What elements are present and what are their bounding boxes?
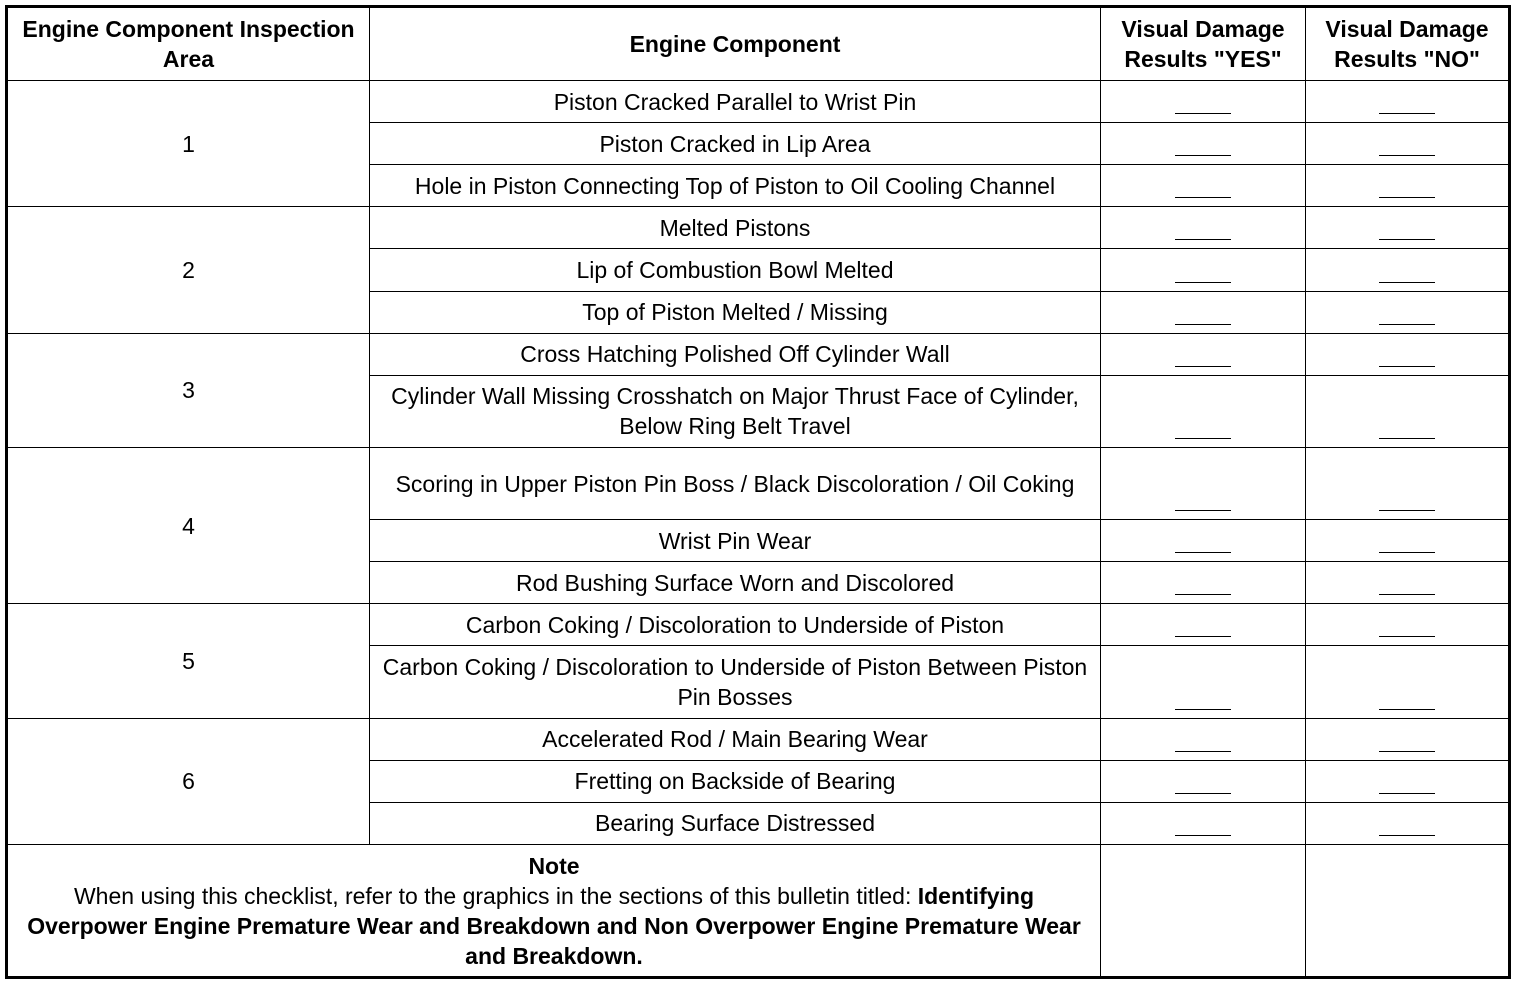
damage-yes-blank-line[interactable] [1175, 155, 1231, 156]
damage-no-cell [1306, 520, 1510, 562]
table-row [7, 718, 1510, 760]
damage-no-cell [1306, 646, 1510, 718]
engine-component-cell: Melted Pistons [370, 207, 1101, 249]
damage-yes-blank-line[interactable] [1175, 751, 1231, 752]
damage-no-blank-line[interactable] [1379, 197, 1435, 198]
damage-no-cell [1306, 291, 1510, 333]
damage-no-blank-line[interactable] [1379, 552, 1435, 553]
damage-no-blank-line[interactable] [1379, 835, 1435, 836]
damage-no-cell [1306, 249, 1510, 291]
table-row [7, 81, 1510, 123]
engine-component-cell: Scoring in Upper Piston Pin Boss / Black Discoloration / Oil Coking [370, 447, 1101, 519]
engine-component-cell: Rod Bushing Surface Worn and Discolored [370, 562, 1101, 604]
note-text: When using this checklist, refer to the graphics in the sections of this bulletin titled: [73, 882, 912, 909]
inspection-area-number: 4 [7, 447, 370, 603]
inspection-area-number: 5 [7, 604, 370, 718]
damage-no-cell [1306, 802, 1510, 844]
damage-yes-blank-line[interactable] [1175, 282, 1231, 283]
damage-yes-blank-line[interactable] [1175, 324, 1231, 325]
damage-yes-blank-line[interactable] [1175, 239, 1231, 240]
damage-no-blank-line[interactable] [1379, 438, 1435, 439]
damage-yes-blank-line[interactable] [1175, 510, 1231, 511]
damage-no-blank-line[interactable] [1379, 594, 1435, 595]
note-row [7, 845, 1510, 978]
damage-yes-cell [1101, 604, 1306, 646]
damage-no-blank-line[interactable] [1379, 636, 1435, 637]
engine-component-cell: Cylinder Wall Missing Crosshatch on Major Thrust Face of Cylinder, Below Ring Belt Travel [370, 375, 1101, 447]
damage-no-cell [1306, 207, 1510, 249]
damage-yes-blank-line[interactable] [1175, 636, 1231, 637]
damage-yes-cell [1101, 646, 1306, 718]
note-title: Note [528, 852, 580, 879]
damage-no-cell [1306, 718, 1510, 760]
note-cell [7, 845, 1101, 978]
damage-yes-cell [1101, 718, 1306, 760]
damage-yes-blank-line[interactable] [1175, 113, 1231, 114]
damage-no-cell [1306, 447, 1510, 519]
damage-yes-blank-line[interactable] [1175, 709, 1231, 710]
header-damage-yes: Visual Damage Results "YES" [1101, 7, 1306, 81]
engine-component-cell: Piston Cracked in Lip Area [370, 123, 1101, 165]
engine-component-cell: Lip of Combustion Bowl Melted [370, 249, 1101, 291]
damage-no-cell [1306, 165, 1510, 207]
damage-no-blank-line[interactable] [1379, 113, 1435, 114]
damage-yes-cell [1101, 333, 1306, 375]
damage-no-blank-line[interactable] [1379, 793, 1435, 794]
damage-no-blank-line[interactable] [1379, 155, 1435, 156]
engine-component-cell: Carbon Coking / Discoloration to Underside of Piston Between Piston Pin Bosses [370, 646, 1101, 718]
damage-yes-blank-line[interactable] [1175, 552, 1231, 553]
engine-component-cell: Hole in Piston Connecting Top of Piston to Oil Cooling Channel [370, 165, 1101, 207]
damage-no-blank-line[interactable] [1379, 709, 1435, 710]
damage-no-cell [1306, 375, 1510, 447]
note-yes-cell [1101, 845, 1306, 978]
note-no-cell [1306, 845, 1510, 978]
damage-no-cell [1306, 333, 1510, 375]
damage-yes-blank-line[interactable] [1175, 366, 1231, 367]
engine-component-cell: Wrist Pin Wear [370, 520, 1101, 562]
damage-yes-blank-line[interactable] [1175, 197, 1231, 198]
damage-no-blank-line[interactable] [1379, 239, 1435, 240]
damage-no-cell [1306, 760, 1510, 802]
table-row [7, 333, 1510, 375]
engine-component-cell: Cross Hatching Polished Off Cylinder Wall [370, 333, 1101, 375]
damage-no-blank-line[interactable] [1379, 510, 1435, 511]
damage-yes-cell [1101, 249, 1306, 291]
damage-no-cell [1306, 81, 1510, 123]
damage-no-cell [1306, 123, 1510, 165]
inspection-area-number: 3 [7, 333, 370, 447]
damage-yes-blank-line[interactable] [1175, 793, 1231, 794]
damage-yes-cell [1101, 760, 1306, 802]
damage-yes-cell [1101, 123, 1306, 165]
header-damage-no: Visual Damage Results "NO" [1306, 7, 1510, 81]
engine-component-cell: Bearing Surface Distressed [370, 802, 1101, 844]
damage-yes-cell [1101, 520, 1306, 562]
damage-yes-cell [1101, 562, 1306, 604]
note-bold-text: Identifying Overpower Engine Premature Wear and Breakdown and Non Overpower Engine Premature Wear and Breakdown. [27, 882, 1081, 969]
engine-component-cell: Top of Piston Melted / Missing [370, 291, 1101, 333]
table-row [7, 604, 1510, 646]
damage-yes-cell [1101, 447, 1306, 519]
engine-component-cell: Carbon Coking / Discoloration to Underside of Piston [370, 604, 1101, 646]
engine-component-cell: Accelerated Rod / Main Bearing Wear [370, 718, 1101, 760]
damage-yes-blank-line[interactable] [1175, 835, 1231, 836]
damage-no-blank-line[interactable] [1379, 751, 1435, 752]
inspection-area-number: 1 [7, 81, 370, 207]
header-engine-component: Engine Component [370, 7, 1101, 81]
damage-yes-cell [1101, 802, 1306, 844]
damage-yes-cell [1101, 165, 1306, 207]
inspection-area-number: 2 [7, 207, 370, 333]
damage-yes-blank-line[interactable] [1175, 438, 1231, 439]
header-inspection-area: Engine Component Inspection Area [7, 7, 370, 81]
damage-yes-cell [1101, 291, 1306, 333]
damage-yes-cell [1101, 375, 1306, 447]
engine-component-cell: Fretting on Backside of Bearing [370, 760, 1101, 802]
engine-component-cell: Piston Cracked Parallel to Wrist Pin [370, 81, 1101, 123]
table-row [7, 207, 1510, 249]
damage-no-cell [1306, 562, 1510, 604]
damage-no-blank-line[interactable] [1379, 282, 1435, 283]
damage-no-blank-line[interactable] [1379, 324, 1435, 325]
damage-yes-cell [1101, 81, 1306, 123]
damage-yes-blank-line[interactable] [1175, 594, 1231, 595]
header-row [7, 7, 1510, 81]
inspection-area-number: 6 [7, 718, 370, 844]
damage-yes-cell [1101, 207, 1306, 249]
table-row [7, 447, 1510, 519]
damage-no-blank-line[interactable] [1379, 366, 1435, 367]
damage-no-cell [1306, 604, 1510, 646]
inspection-checklist-table [5, 5, 1511, 979]
